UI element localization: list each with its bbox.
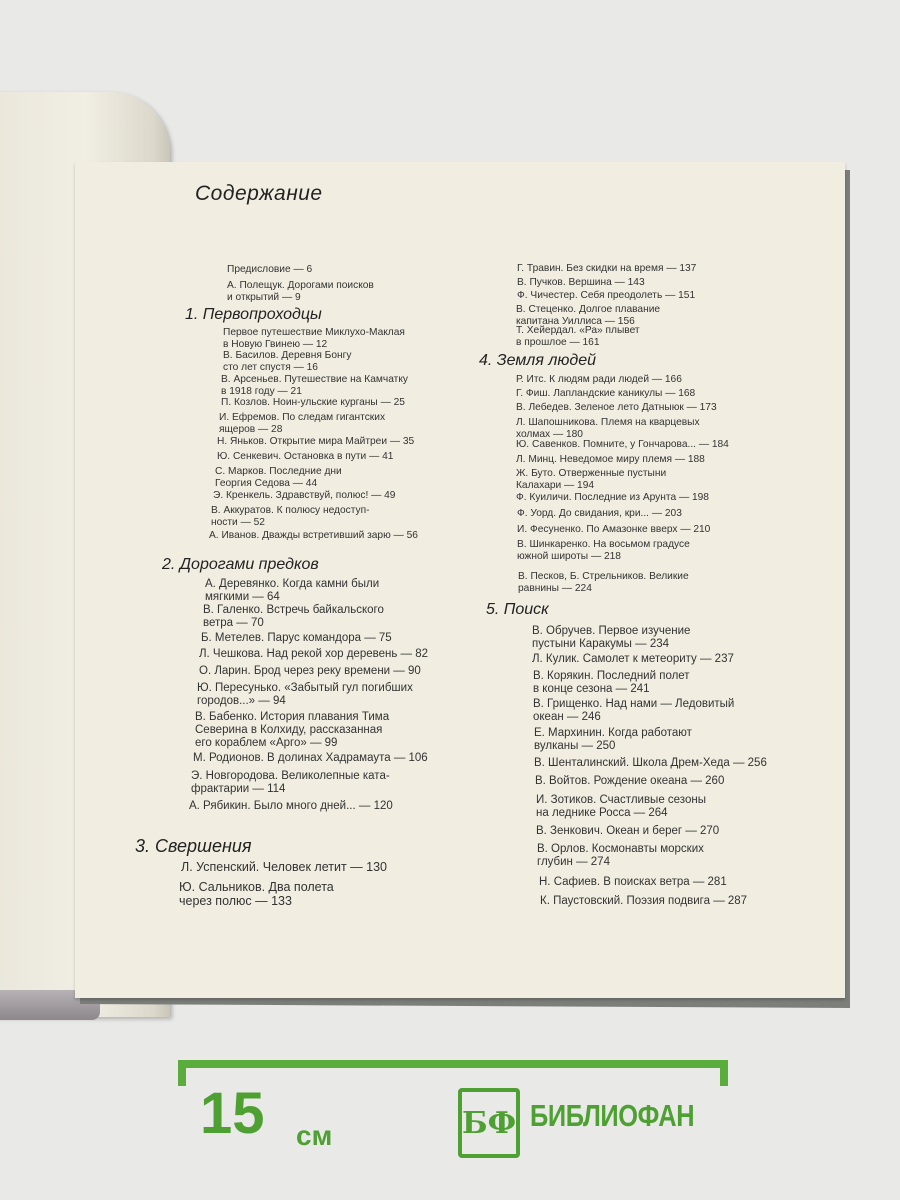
toc-entry: Г. Травин. Без скидки на время — 137 bbox=[517, 263, 697, 274]
contents-page bbox=[75, 162, 845, 998]
toc-entry: В. Грищенко. Над нами — Ледовитый океан — 246 bbox=[533, 698, 735, 723]
toc-entry: В. Шенталинский. Школа Дрем-Хеда — 256 bbox=[534, 757, 767, 769]
toc-entry: И. Зотиков. Счастливые сезоны на леднике Росса — 264 bbox=[536, 794, 706, 819]
toc-entry: Первое путешествие Миклухо-Маклая в Новую Гвинею — 12 bbox=[223, 327, 405, 350]
bibliofan-logo bbox=[458, 1088, 520, 1158]
brand-name: БИБЛИОФАН bbox=[530, 1098, 695, 1133]
toc-entry: Э. Новгородова. Великолепные ката- фрактарии — 114 bbox=[191, 770, 390, 795]
toc-entry: Л. Успенский. Человек летит — 130 bbox=[181, 860, 387, 874]
toc-entry: О. Ларин. Брод через реку времени — 90 bbox=[199, 665, 421, 677]
section-heading: 1. Первопроходцы bbox=[185, 306, 322, 323]
toc-entry: А. Полещук. Дорогами поисков и открытий — 9 bbox=[227, 280, 374, 303]
toc-entry: М. Родионов. В долинах Хадрамаута — 106 bbox=[193, 752, 428, 764]
toc-entry: Э. Кренкель. Здравствуй, полюс! — 49 bbox=[213, 490, 396, 501]
toc-entry: Л. Кулик. Самолет к метеориту — 237 bbox=[532, 653, 734, 665]
section-heading: 4. Земля людей bbox=[479, 352, 597, 369]
toc-entry: Л. Чешкова. Над рекой хор деревень — 82 bbox=[199, 648, 429, 660]
scale-number: 15 bbox=[200, 1081, 265, 1146]
toc-entry: Р. Итс. К людям ради людей — 166 bbox=[516, 374, 682, 385]
toc-entry: П. Козлов. Ноин-ульские курганы — 25 bbox=[221, 397, 405, 408]
toc-entry: Б. Метелев. Парус командора — 75 bbox=[201, 632, 392, 644]
toc-entry: С. Марков. Последние дни Георгия Седова — 44 bbox=[215, 466, 342, 489]
toc-entry: Ю. Савенков. Помните, у Гончарова... — 184 bbox=[516, 439, 729, 450]
toc-entry: И. Ефремов. По следам гигантских ящеров — 28 bbox=[219, 412, 386, 435]
toc-entry: В. Стеценко. Долгое плавание капитана Уиллиса — 156 bbox=[516, 304, 661, 327]
toc-entry: Ф. Куиличи. Последние из Арунта — 198 bbox=[516, 492, 709, 503]
toc-entry: В. Арсеньев. Путешествие на Камчатку в 1918 году — 21 bbox=[221, 374, 408, 397]
toc-entry: В. Зенкович. Океан и берег — 270 bbox=[536, 825, 720, 837]
section-heading: 2. Дорогами предков bbox=[162, 556, 319, 573]
toc-entry: Ж. Буто. Отверженные пустыни Калахари — 194 bbox=[516, 468, 667, 491]
toc-entry: В. Лебедев. Зеленое лето Датныюк — 173 bbox=[516, 402, 717, 413]
toc-entry: В. Пучков. Вершина — 143 bbox=[517, 277, 645, 288]
section-heading: 5. Поиск bbox=[486, 601, 549, 618]
toc-entry: Н. Яньков. Открытие мира Майтреи — 35 bbox=[217, 436, 415, 447]
toc-entry: Е. Мархинин. Когда работают вулканы — 250 bbox=[534, 727, 692, 752]
scale-unit: см bbox=[296, 1120, 333, 1151]
toc-entry: В. Шинкаренко. На восьмом градусе южной широты — 218 bbox=[517, 539, 690, 562]
toc-entry: В. Войтов. Рождение океана — 260 bbox=[535, 775, 725, 787]
toc-entry: В. Орлов. Космонавты морских глубин — 274 bbox=[537, 843, 704, 868]
toc-entry: В. Басилов. Деревня Бонгу сто лет спустя — 16 bbox=[223, 350, 352, 373]
logo-letters: БФ bbox=[461, 1105, 517, 1141]
toc-entry: Г. Фиш. Лапландские каникулы — 168 bbox=[516, 388, 696, 399]
toc-entry: А. Иванов. Дважды встретивший зарю — 56 bbox=[209, 530, 418, 541]
toc-entry: В. Корякин. Последний полет в конце сезона — 241 bbox=[533, 670, 690, 695]
toc-entry: Ю. Сенкевич. Остановка в пути — 41 bbox=[217, 451, 394, 462]
toc-entry: Н. Сафиев. В поисках ветра — 281 bbox=[539, 876, 727, 888]
scale-ruler bbox=[182, 1060, 724, 1068]
toc-entry: А. Рябикин. Было много дней... — 120 bbox=[189, 800, 393, 812]
toc-entry: В. Песков, Б. Стрельников. Великие равнины — 224 bbox=[518, 571, 689, 594]
scale-ruler-right-tick bbox=[720, 1060, 728, 1086]
toc-entry: А. Деревянко. Когда камни были мягкими — 64 bbox=[205, 578, 380, 603]
toc-entry: К. Паустовский. Поэзия подвига — 287 bbox=[540, 895, 748, 907]
toc-entry: И. Фесуненко. По Амазонке вверх — 210 bbox=[517, 524, 711, 535]
toc-entry: Ф. Уорд. До свидания, кри... — 203 bbox=[517, 508, 682, 519]
toc-entry: В. Бабенко. История плавания Тима Северина в Колхиду, рассказанная его кораблем «Арго» — 99 bbox=[195, 711, 390, 749]
toc-entry: В. Аккуратов. К полюсу недоступ- ности — 52 bbox=[211, 505, 370, 528]
toc-entry: Предисловие — 6 bbox=[227, 264, 313, 275]
toc-entry: Л. Минц. Неведомое миру племя — 188 bbox=[516, 454, 705, 465]
toc-entry: Ю. Сальников. Два полета через полюс — 133 bbox=[179, 880, 334, 908]
toc-entry: Ф. Чичестер. Себя преодолеть — 151 bbox=[517, 290, 696, 301]
scale-ruler-left-tick bbox=[178, 1060, 186, 1086]
toc-entry: Т. Хейердал. «Ра» плывет в прошлое — 161 bbox=[516, 325, 640, 348]
section-heading: 3. Свершения bbox=[135, 836, 252, 856]
toc-entry: В. Обручев. Первое изучение пустыни Каракумы — 234 bbox=[532, 625, 691, 650]
toc-entry: В. Галенко. Встречь байкальского ветра — 70 bbox=[203, 604, 384, 629]
toc-entry: Ю. Пересунько. «Забытый гул погибших городов...» — 94 bbox=[197, 682, 413, 707]
toc-entry: Л. Шапошникова. Племя на кварцевых холмах — 180 bbox=[516, 417, 700, 440]
page-title: Содержание bbox=[195, 182, 323, 205]
